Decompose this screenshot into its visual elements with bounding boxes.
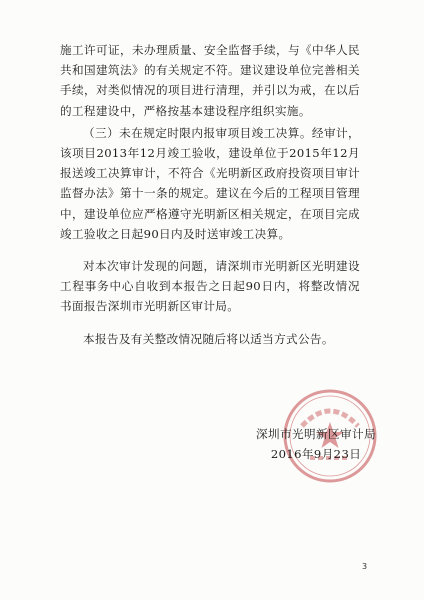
page-number: 3 [362,562,368,571]
issuing-organization: 深圳市光明新区审计局 [256,427,376,441]
issue-date: 2016年9月23日 [270,447,362,461]
paragraph-final-accounts: （三）未在规定时限内报审项目竣工决算。经审计，该项目2013年12月竣工验收，建设单位于2015年12月报送竣工决算审计，不符合《光明新区政府投资项目审计监督办法》第十一条的规定。建议在今后的工程项目管理中，建设单位应严格遵守光明新区相关规定，在项目完成竣工验收之日起90日内及时送审竣工决算。 [60,125,360,241]
paragraph-rectification-request: 对本次审计发现的问题，请深圳市光明新区光明建设工程事务中心自收到本报告之日起90日内，将整改情况书面报告深圳市光明新区审计局。 [60,259,360,314]
signature-block [256,424,376,464]
document-body [60,40,360,349]
paragraph-announcement: 本报告及有关整改情况随后将以适当方式公告。 [83,331,334,346]
paragraph-permit-issue: 施工许可证，未办理质量、安全监督手续，与《中华人民共和国建筑法》的有关规定不符。建议建设单位完善相关手续，对类似情况的项目进行清理，并引以为戒，在以后的工程建设中，严格按基本建设程序组织实施。 [60,43,360,118]
